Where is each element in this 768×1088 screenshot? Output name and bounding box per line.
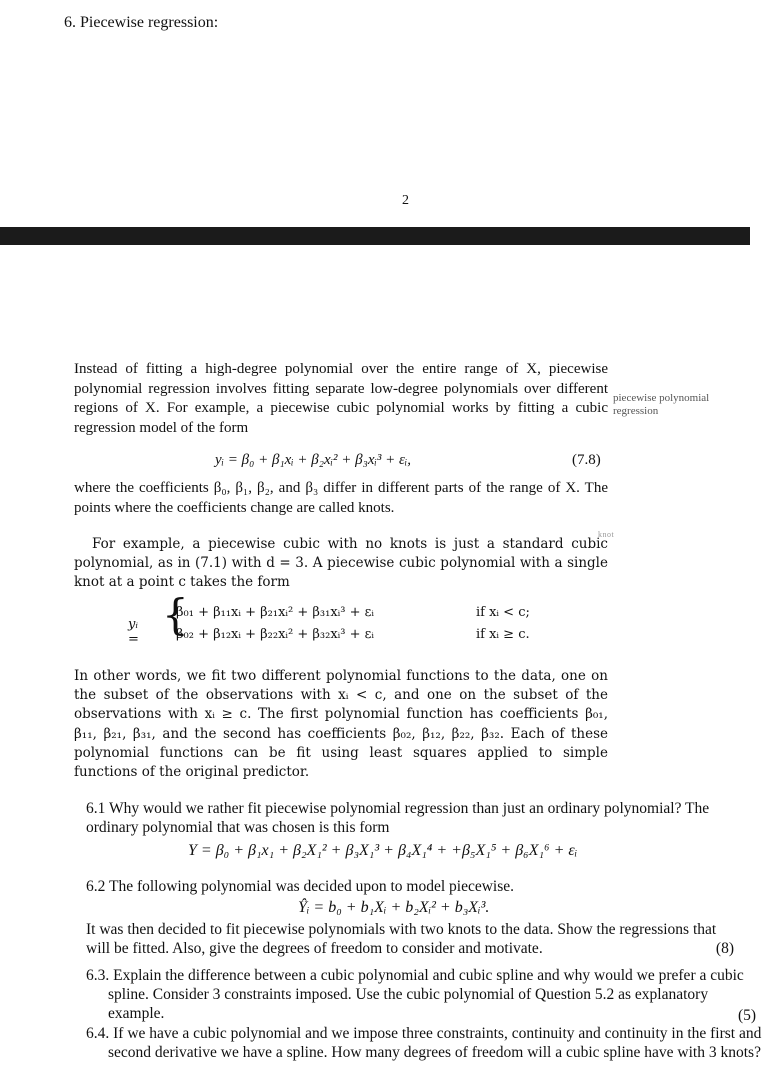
piecewise-case-1: β₀₁ + β₁₁xᵢ + β₂₁xᵢ² + β₃₁xᵢ³ + εᵢ <box>176 605 374 620</box>
question-heading: 6. Piecewise regression: <box>64 14 219 31</box>
question-6-1: 6.1 Why would we rather fit piecewise polynomial regression than just an ordinary polynomial? The ordinary polynomial that was chosen is this form <box>86 800 710 836</box>
piecewise-case-2-condition: if xᵢ ≥ c. <box>476 627 530 642</box>
textbook-paragraph-3: For example, a piecewise cubic with no knots is just a standard cubic polynomial, as in (7.1) with d = 3. A piecewise cubic polynomial with a single knot at a point c takes the form <box>74 536 608 590</box>
equation-7-8: yᵢ = β₀ + β₁xᵢ + β₂xᵢ² + β₃xᵢ³ + εᵢ, <box>215 452 412 468</box>
textbook-paragraph-1: Instead of fitting a high-degree polynomial over the entire range of X, piecewise polynomial regression involves fitting separate low-degree polynomials over different regions of X. For example, a piecewise cubic polynomial works by fitting a cubic regression model of the form <box>74 361 608 436</box>
question-6-1-equation: Y = β₀ + β₁x₁ + β₂X₁² + β₃X₁³ + β₄X₁⁴ + +β₅X₁⁵ + β₆X₁⁶ + εᵢ <box>188 842 578 859</box>
question-6-3-body: 6.3. Explain the difference between a cubic polynomial and cubic spline and why would we prefer a cubic spline. Consider 3 constraints imposed. Use the cubic polynomial of Question 5.2 as explanatory example. <box>86 967 744 1022</box>
piecewise-lhs: yᵢ = <box>128 617 139 647</box>
piecewise-case-1-condition: if xᵢ < c; <box>476 605 530 620</box>
margin-note: piecewise polynomial regression <box>613 392 710 417</box>
page-divider-bar <box>0 227 750 245</box>
equation-7-8-label: (7.8) <box>572 452 601 468</box>
margin-note-knot: knot <box>598 530 615 539</box>
piecewise-case-2: β₀₂ + β₁₂xᵢ + β₂₂xᵢ² + β₃₂xᵢ³ + εᵢ <box>176 627 374 642</box>
page-number: 2 <box>402 193 409 208</box>
brace-symbol: { <box>162 590 189 639</box>
question-6-3: 6.3. Explain the difference between a cubic polynomial and cubic spline and why would we prefer a cubic spline. Consider 3 constraints imposed. Use the cubic polynomial of Question 5.2 as explanatory example. (5) <box>86 967 757 1024</box>
textbook-paragraph-2: where the coefficients β₀, β₁, β₂, and β₃ differ in different parts of the range of X. The points where the coefficients change are called knots. <box>74 480 608 516</box>
textbook-paragraph-4: In other words, we fit two different polynomial functions to the data, one on the subset of the observations with xᵢ < c, and one on the subset of the observations with xᵢ ≥ c. The first polynomial function has coefficients β₀₁, β₁₁, β₂₁, β₃₁, and the second has coefficients β₀₂, β₁₂, β₂₂, β₃₂. Each of these polynomial functions can be fit using least squares applied to simple functions of the original predictor. <box>74 668 608 781</box>
question-6-2-marks: (8) <box>715 940 734 957</box>
question-6-2-body: It was then decided to fit piecewise polynomials with two knots to the data. Show the regressions that will be fitted. Also, give the degrees of freedom to consider and motivate. <box>86 921 717 957</box>
question-6-2: 6.2 The following polynomial was decided upon to model piecewise. <box>86 878 515 895</box>
question-6-2-continued <box>86 920 742 958</box>
question-6-4: 6.4. If we have a cubic polynomial and we impose three constraints, continuity and continuity in the first and second derivative we have a spline. How many degrees of freedom will a cubic spline have with 3 knots? <box>86 1025 762 1061</box>
question-6-2-equation: Ŷᵢ = b₀ + b₁Xᵢ + b₂Xᵢ² + b₃Xᵢ³. <box>298 899 490 916</box>
